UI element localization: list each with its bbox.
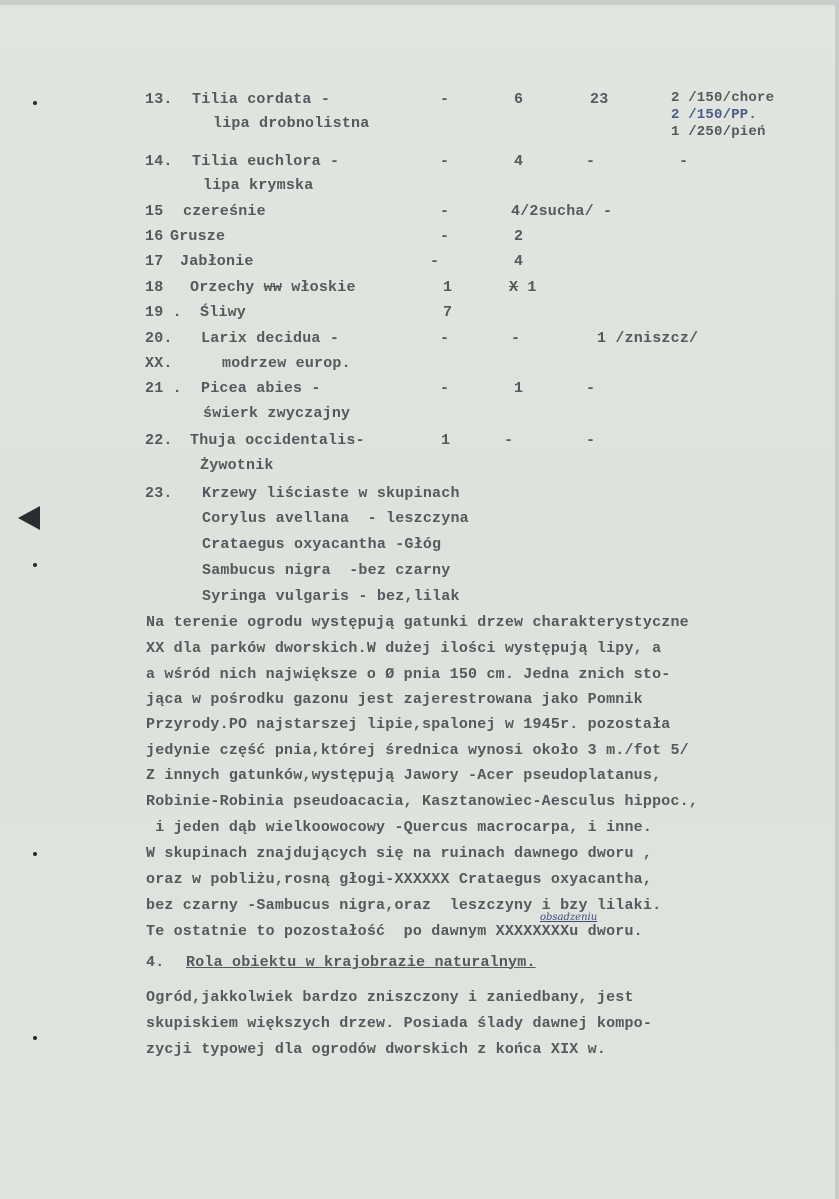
row-23-line: Corylus avellana - leszczyna — [202, 510, 469, 527]
row-18-col2-tail: 1 — [518, 279, 537, 296]
paragraph-line: XX dla parków dworskich.W dużej ilości występują lipy, a — [146, 640, 662, 657]
row-19-number: 19 . — [145, 304, 182, 321]
margin-dot — [33, 852, 37, 856]
row-20-col1: - — [440, 330, 450, 347]
row-13-note-3: 1 /250/pień — [671, 124, 766, 140]
section-4-number: 4. — [146, 954, 165, 971]
row-14-number: 14. — [145, 153, 173, 170]
row-18-name-struck: ww — [263, 279, 283, 296]
row-21-subname: świerk zwyczajny — [203, 405, 351, 422]
paragraph-line: bez czarny -Sambucus nigra,oraz leszczyny i bzy lilaki. — [146, 897, 662, 914]
paragraph-line: i jeden dąb wielkoowocowy -Quercus macrocarpa, i inne. — [146, 819, 653, 836]
row-13-col3: 23 — [590, 91, 609, 108]
row-17-number: 17 — [145, 253, 164, 270]
paragraph-line: jedynie część pnia,której średnica wynosi około 3 m./fot 5/ — [146, 742, 689, 759]
row-15-name: czereśnie — [183, 203, 266, 220]
row-18-col1: 1 — [443, 279, 453, 296]
row-19-name: Śliwy — [200, 304, 247, 321]
row-22-number: 22. — [145, 432, 173, 449]
row-20-col2: - — [511, 330, 521, 347]
row-20-subname: modrzew europ. — [222, 355, 351, 372]
row-23-line: Syringa vulgaris - bez,lilak — [202, 588, 460, 605]
row-13-number: 13. — [145, 91, 173, 108]
row-15-col1: - — [440, 203, 450, 220]
row-18-number: 18 — [145, 279, 164, 296]
row-23-number: 23. — [145, 485, 173, 502]
paragraph-line: Przyrody.PO najstarszej lipie,spalonej w 1945r. pozostała — [146, 716, 671, 733]
row-14-col1: - — [440, 153, 450, 170]
row-22-col3: - — [586, 432, 596, 449]
paragraph-line: Z innych gatunków,występują Jawory -Acer pseudoplatanus, — [146, 767, 662, 784]
row-14-name: Tilia euchlora - — [192, 153, 340, 170]
section-4-title: Rola obiektu w krajobrazie naturalnym. — [186, 954, 536, 971]
row-23-line: Sambucus nigra -bez czarny — [202, 562, 451, 579]
row-18-name — [190, 278, 356, 298]
margin-dot — [33, 1036, 37, 1040]
margin-dot — [33, 101, 37, 105]
row-22-col1: 1 — [441, 432, 451, 449]
row-13-col2: 6 — [514, 91, 524, 108]
row-13-col1: - — [440, 91, 450, 108]
row-14-subname: lipa krymska — [203, 177, 314, 194]
row-21-col1: - — [440, 380, 450, 397]
row-20-number-struck: XX. — [145, 355, 173, 372]
row-16-number: 16 — [145, 228, 164, 245]
row-21-name: Picea abies - — [201, 380, 321, 397]
margin-arrow-icon — [18, 506, 40, 530]
margin-dot — [33, 563, 37, 567]
paragraph-line: skupiskiem większych drzew. Posiada ślady dawnej kompo- — [146, 1015, 653, 1032]
scan-edge-right — [835, 0, 839, 1199]
row-14-col4: - — [679, 153, 689, 170]
handwritten-correction: obsadzeniu — [540, 912, 598, 923]
paragraph-line: W skupinach znajdujących się na ruinach dawnego dworu , — [146, 845, 653, 862]
row-18-name-tail: włoskie — [282, 279, 356, 296]
row-23-line: Crataegus oxyacantha -Głóg — [202, 536, 442, 553]
paragraph-line: zycji typowej dla ogrodów dworskich z końca XIX w. — [146, 1041, 607, 1058]
row-21-col3: - — [586, 380, 596, 397]
row-17-col1: - — [430, 253, 440, 270]
row-22-subname: Żywotnik — [200, 457, 274, 474]
paragraph-line: Te ostatnie to pozostałość po dawnym XXXXXXXXu dworu. — [146, 923, 643, 940]
row-17-name: Jabłonie — [180, 253, 254, 270]
row-22-col2: - — [504, 432, 514, 449]
row-14-col2: 4 — [514, 153, 524, 170]
row-23-line: Krzewy liściaste w skupinach — [202, 485, 460, 502]
row-16-col1: - — [440, 228, 450, 245]
row-15-col2: 4/2sucha/ - — [511, 203, 613, 220]
row-20-name: Larix decidua - — [201, 330, 340, 347]
row-22-name: Thuja occidentalis- — [190, 432, 365, 449]
row-18-col2 — [509, 278, 537, 298]
paragraph-line: a wśród nich największe o Ø pnia 150 cm. Jedna znich sto- — [146, 666, 671, 683]
row-13-subname: lipa drobnolistna — [213, 115, 370, 132]
paragraph-line: jąca w pośrodku gazonu jest zajerestrowana jako Pomnik — [146, 691, 643, 708]
row-19-col1: 7 — [443, 304, 453, 321]
row-13-note-2: 2 /150/PP. — [671, 107, 758, 123]
row-20-col3: 1 /zniszcz/ — [597, 330, 699, 347]
paragraph-line: Robinie-Robinia pseudoacacia, Kasztanowiec-Aesculus hippoc., — [146, 793, 699, 810]
paragraph-line: Na terenie ogrodu występują gatunki drzew charakterystyczne — [146, 614, 689, 631]
row-13-note-1: 2 /150/chore — [671, 90, 775, 106]
row-21-col2: 1 — [514, 380, 524, 397]
paragraph-line: oraz w pobliżu,rosną głogi-XXXXXX Crataegus oxyacantha, — [146, 871, 653, 888]
row-15-number: 15 — [145, 203, 164, 220]
row-18-col2-struck: X — [509, 279, 519, 296]
row-13-name: Tilia cordata - — [192, 91, 331, 108]
row-16-col2: 2 — [514, 228, 524, 245]
scan-edge-top — [0, 0, 839, 5]
row-16-name: Grusze — [170, 228, 226, 245]
row-21-number: 21 . — [145, 380, 182, 397]
paragraph-line: Ogród,jakkolwiek bardzo zniszczony i zaniedbany, jest — [146, 989, 634, 1006]
row-17-col2: 4 — [514, 253, 524, 270]
row-14-col3: - — [586, 153, 596, 170]
row-18-name-head: Orzechy — [190, 279, 264, 296]
row-20-number: 20. — [145, 330, 173, 347]
